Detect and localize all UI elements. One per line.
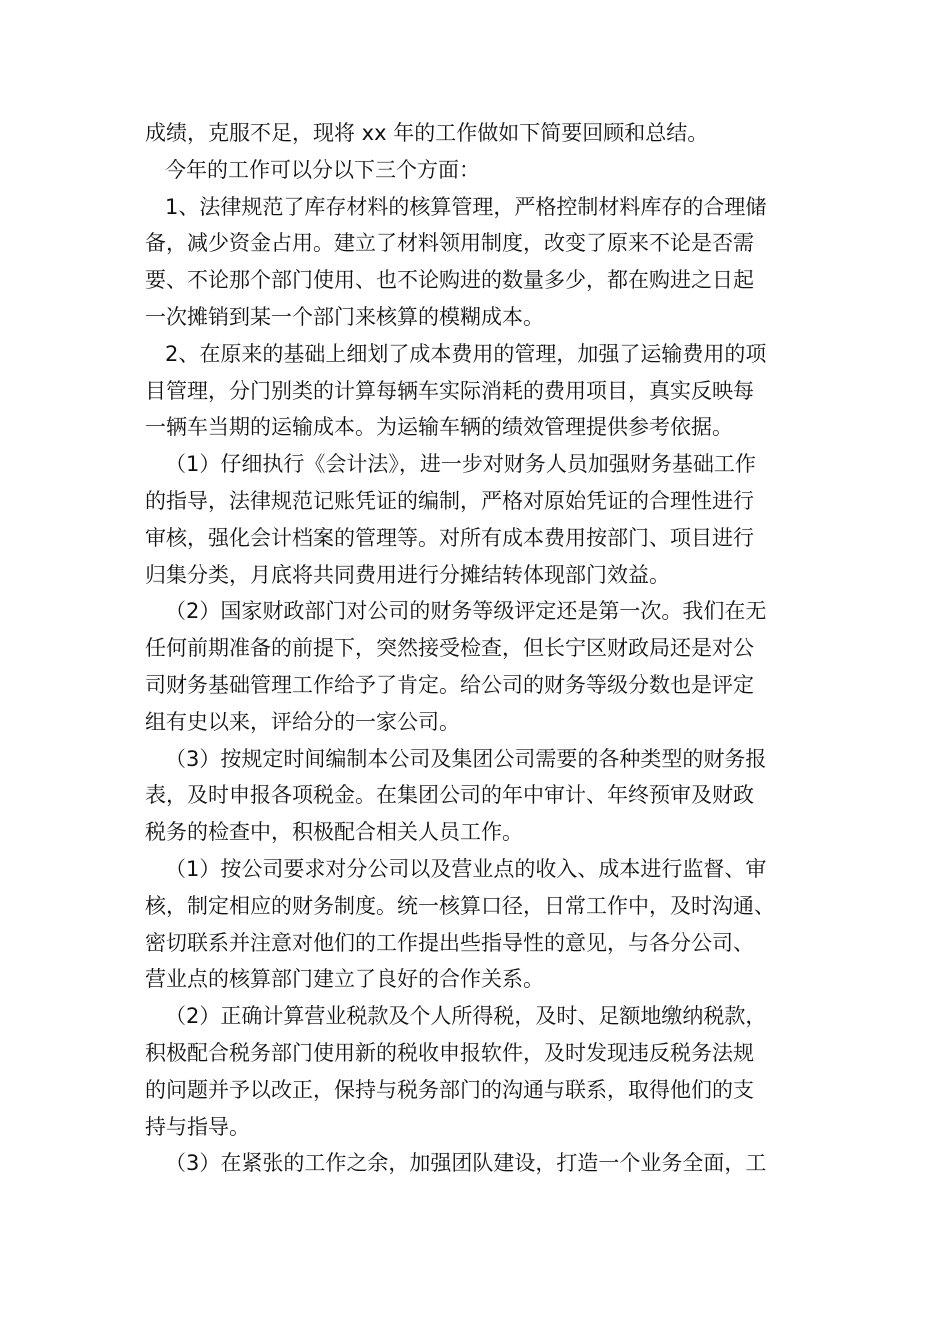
text-line: 备，减少资金占用。建立了材料领用制度，改变了原来不论是否需 — [145, 231, 754, 256]
text-line: 一次摊销到某一个部门来核算的模糊成本。 — [145, 304, 544, 329]
text-line: 的问题并予以改正，保持与税务部门的沟通与联系，取得他们的支 — [145, 1077, 754, 1102]
text-line: 审核，强化会计档案的管理等。对所有成本费用按部门、项目进行 — [145, 525, 754, 550]
text-line: 要、不论那个部门使用、也不论购进的数量多少，都在购进之日起 — [145, 268, 754, 293]
text-line: 积极配合税务部门使用新的税收申报软件，及时发现违反税务法规 — [145, 1040, 754, 1065]
text-line: 司财务基础管理工作给予了肯定。给公司的财务等级分数也是评定 — [145, 672, 754, 697]
text-line: 目管理，分门别类的计算每辆车实际消耗的费用项目，真实反映每 — [145, 378, 754, 403]
text-line: 持与指导。 — [145, 1114, 250, 1139]
text-line: 任何前期准备的前提下，突然接受检查，但长宁区财政局还是对公 — [145, 636, 754, 661]
text-line: 税务的检查中，积极配合相关人员工作。 — [145, 820, 523, 845]
text-line: 组有史以来，评给分的一家公司。 — [145, 709, 460, 734]
text-line: 成绩，克服不足，现将 xx 年的工作做如下简要回顾和总结。 — [145, 121, 709, 145]
document-body — [145, 115, 825, 1182]
text-line: 营业点的核算部门建立了良好的合作关系。 — [145, 967, 544, 992]
text-line: （1）按公司要求对分公司以及营业点的收入、成本进行监督、审 — [165, 856, 767, 881]
text-line: （1）仔细执行《会计法》，进一步对财务人员加强财务基础工作 — [165, 452, 756, 477]
text-line: 表，及时申报各项税金。在集团公司的年中审计、年终预审及财政 — [145, 783, 754, 808]
text-line: （3）按规定时间编制本公司及集团公司需要的各种类型的财务报 — [165, 746, 767, 771]
text-line: 归集分类，月底将共同费用进行分摊结转体现部门效益。 — [145, 562, 670, 587]
text-line: （2）国家财政部门对公司的财务等级评定还是第一次。我们在无 — [165, 599, 767, 624]
text-line: 今年的工作可以分以下三个方面： — [165, 157, 480, 182]
text-line: 密切联系并注意对他们的工作提出些指导性的意见，与各分公司、 — [145, 930, 754, 955]
text-line: （2）正确计算营业税款及个人所得税，及时、足额地缴纳税款， — [165, 1004, 767, 1029]
text-line: （3）在紧张的工作之余，加强团队建设，打造一个业务全面，工 — [165, 1151, 767, 1176]
text-line: 的指导，法律规范记账凭证的编制，严格对原始凭证的合理性进行 — [145, 488, 754, 513]
text-line: 2、在原来的基础上细划了成本费用的管理，加强了运输费用的项 — [165, 341, 767, 366]
text-line: 核，制定相应的财务制度。统一核算口径，日常工作中，及时沟通、 — [145, 893, 775, 918]
text-line: 1、法律规范了库存材料的核算管理，严格控制材料库存的合理储 — [165, 194, 767, 219]
text-line: 一辆车当期的运输成本。为运输车辆的绩效管理提供参考依据。 — [145, 415, 733, 440]
